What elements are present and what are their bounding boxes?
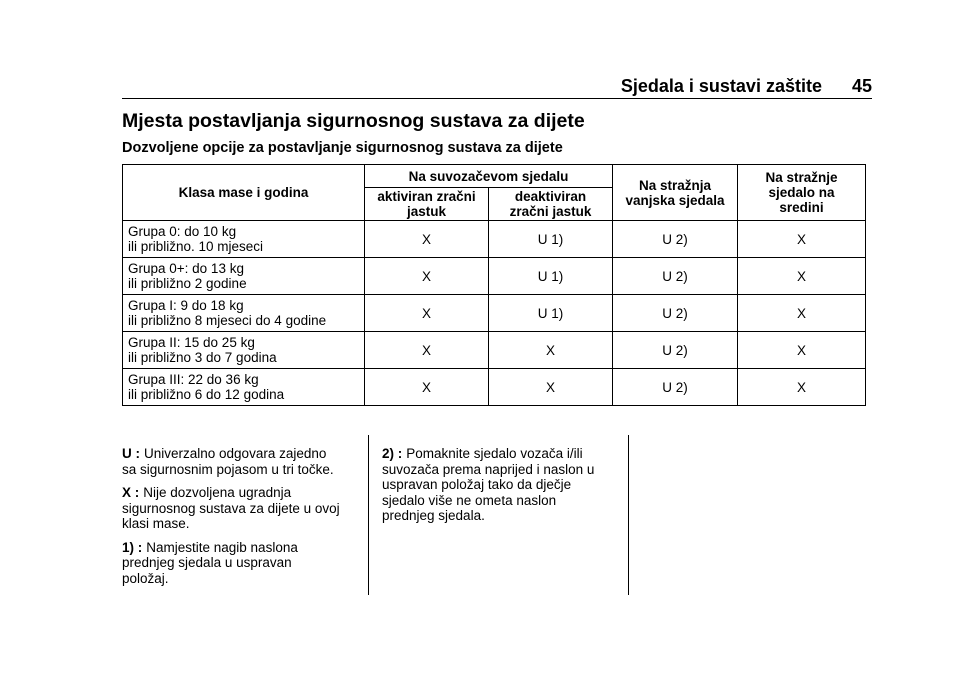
table-row xyxy=(123,369,866,406)
cell-airbag-on: X xyxy=(365,221,489,258)
header-airbag-off: deaktiviran zračni jastuk xyxy=(489,188,613,221)
cell-rear-outer: U 2) xyxy=(613,258,738,295)
cell-airbag-on: X xyxy=(365,369,489,406)
table-row xyxy=(123,295,866,332)
note-u: U : Univerzalno odgovara zajedno sa sigurnosnim pojasom u tri točke. xyxy=(122,446,334,477)
note-key: 1) : xyxy=(122,539,143,555)
cell-rear-center: X xyxy=(738,369,866,406)
table-caption: Dozvoljene opcije za postavljanje sigurnosnog sustava za dijete xyxy=(122,140,563,156)
cell-airbag-on: X xyxy=(365,332,489,369)
header-class: Klasa mase i godina xyxy=(123,165,365,221)
cell-class: Grupa 0: do 10 kg ili približno. 10 mjeseci xyxy=(123,221,365,258)
cell-rear-center: X xyxy=(738,295,866,332)
cell-airbag-off: X xyxy=(489,332,613,369)
cell-rear-center: X xyxy=(738,221,866,258)
notes-column-right xyxy=(382,446,622,532)
table-row xyxy=(123,332,866,369)
cell-class: Grupa III: 22 do 36 kg ili približno 6 do 12 godina xyxy=(123,369,365,406)
header-rear-outer: Na stražnja vanjska sjedala xyxy=(613,165,738,221)
running-title: Sjedala i sustavi zaštite xyxy=(620,76,822,96)
header-rule xyxy=(122,98,872,99)
note-key: 2) : xyxy=(382,446,403,461)
note-key: X : xyxy=(122,485,140,500)
table-row xyxy=(123,258,866,295)
table-row xyxy=(123,221,866,258)
cell-airbag-off: U 1) xyxy=(489,295,613,332)
cell-airbag-off: U 1) xyxy=(489,221,613,258)
column-divider xyxy=(368,435,369,595)
cell-rear-outer: U 2) xyxy=(613,295,738,332)
cell-rear-outer: U 2) xyxy=(613,369,738,406)
column-divider xyxy=(628,435,629,595)
header-rear-center: Na stražnje sjedalo na sredini xyxy=(738,165,866,221)
cell-rear-center: X xyxy=(738,258,866,295)
notes-column-left xyxy=(122,446,362,594)
cell-airbag-off: X xyxy=(489,369,613,406)
note-x: X : Nije dozvoljena ugradnja sigurnosnog sustava za dijete u ovoj klasi mase. xyxy=(122,485,340,531)
cell-class: Grupa II: 15 do 25 kg ili približno 3 do 7 godina xyxy=(123,332,365,369)
cell-airbag-on: X xyxy=(365,258,489,295)
section-title: Mjesta postavljanja sigurnosnog sustava za dijete xyxy=(122,110,585,132)
page-number: 45 xyxy=(851,76,872,96)
cell-rear-outer: U 2) xyxy=(613,221,738,258)
cell-class: Grupa 0+: do 13 kg ili približno 2 godine xyxy=(123,258,365,295)
running-header xyxy=(621,76,872,97)
note-1: 1) : Namjestite nagib naslona prednjeg sjedala u uspravan položaj. xyxy=(122,539,298,586)
cell-rear-center: X xyxy=(738,332,866,369)
cell-airbag-off: U 1) xyxy=(489,258,613,295)
child-seat-table xyxy=(122,164,866,406)
header-airbag-on: aktiviran zračni jastuk xyxy=(365,188,489,221)
cell-class: Grupa I: 9 do 18 kg ili približno 8 mjeseci do 4 godine xyxy=(123,295,365,332)
header-front-seat: Na suvozačevom sjedalu xyxy=(365,165,613,188)
note-key: U : xyxy=(122,446,140,461)
cell-rear-outer: U 2) xyxy=(613,332,738,369)
cell-airbag-on: X xyxy=(365,295,489,332)
note-2: 2) : Pomaknite sjedalo vozača i/ili suvozača prema naprijed i naslon u uspravan položaj tako da dječje sjedalo više ne ometa naslon prednjeg sjedala. xyxy=(382,446,595,523)
